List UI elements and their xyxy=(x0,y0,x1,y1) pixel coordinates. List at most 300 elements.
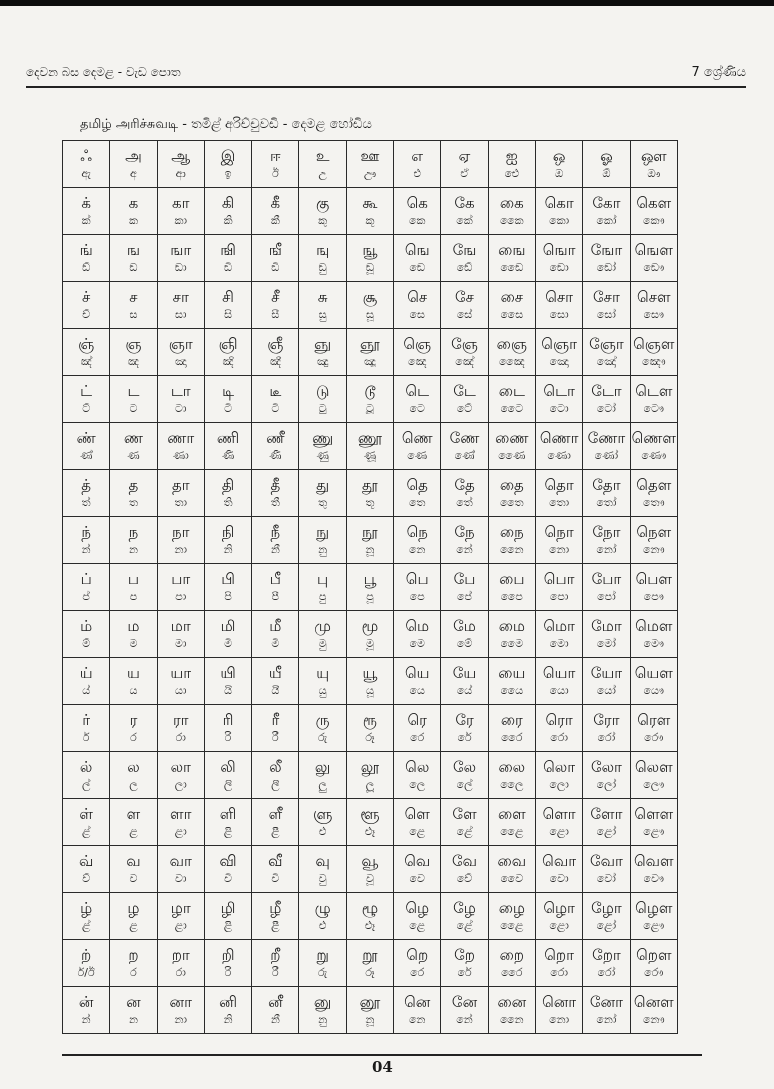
letter-cell xyxy=(299,846,346,893)
letter-cell xyxy=(441,423,488,470)
sinhala-transliteration: තො xyxy=(549,496,570,509)
tamil-letter: டை xyxy=(498,382,525,400)
letter-cell xyxy=(252,376,299,423)
table-row xyxy=(63,282,678,329)
letter-cell xyxy=(535,470,582,517)
tamil-letter: ஞோ xyxy=(589,335,624,353)
sinhala-transliteration: ඤ xyxy=(127,355,139,368)
letter-cell xyxy=(63,235,110,282)
letter-cell xyxy=(394,987,441,1034)
letter-cell xyxy=(204,376,251,423)
tamil-letter: நை xyxy=(499,523,524,541)
letter-cell xyxy=(110,188,157,235)
tamil-letter: ல் xyxy=(79,758,93,776)
tamil-letter: நீ xyxy=(270,523,281,541)
letter-cell xyxy=(488,517,535,564)
tamil-letter: ஞு xyxy=(314,335,332,353)
letter-cell xyxy=(488,658,535,705)
tamil-letter: றே xyxy=(454,946,475,964)
letter-cell xyxy=(488,799,535,846)
letter-cell xyxy=(535,705,582,752)
letter-cell xyxy=(441,611,488,658)
tamil-letter: போ xyxy=(591,570,622,588)
sinhala-transliteration: පො xyxy=(549,590,569,603)
sinhala-transliteration: ත් xyxy=(81,496,91,509)
letter-cell xyxy=(204,517,251,564)
letter-cell xyxy=(204,799,251,846)
tamil-letter: ணி xyxy=(216,429,240,447)
sinhala-transliteration: ණේ xyxy=(454,449,475,462)
letter-cell xyxy=(488,329,535,376)
sinhala-transliteration: ර xyxy=(130,731,137,744)
letter-cell xyxy=(488,470,535,517)
letter-cell xyxy=(157,564,204,611)
tamil-letter: னி xyxy=(219,993,238,1011)
letter-cell xyxy=(110,799,157,846)
tamil-letter: ஒ xyxy=(552,147,566,165)
sinhala-transliteration: රෙ xyxy=(410,731,425,744)
letter-cell xyxy=(299,799,346,846)
tamil-letter: ப் xyxy=(80,570,92,588)
tamil-letter: றோ xyxy=(592,946,621,964)
tamil-letter: றா xyxy=(171,946,190,964)
letter-cell xyxy=(535,188,582,235)
tamil-letter: ணெ xyxy=(401,429,433,447)
tamil-letter: சா xyxy=(172,288,189,306)
sinhala-transliteration: ළ් xyxy=(81,919,91,932)
sinhala-transliteration: කෙ xyxy=(409,214,426,227)
tamil-letter: பௌ xyxy=(635,570,672,588)
letter-cell xyxy=(204,893,251,940)
letter-cell xyxy=(252,188,299,235)
tamil-letter: பி xyxy=(221,570,235,588)
sinhala-transliteration: ළ xyxy=(129,825,138,838)
sinhala-transliteration: ළෞ xyxy=(643,825,665,838)
sinhala-transliteration: කෛ xyxy=(500,214,524,227)
sinhala-transliteration: ඞො xyxy=(549,261,569,274)
table-row xyxy=(63,141,678,188)
sinhala-transliteration: නෛ xyxy=(500,1013,524,1026)
sinhala-transliteration: ලෝ xyxy=(596,778,617,791)
tamil-letter: ழு xyxy=(314,899,331,917)
sinhala-transliteration: යෞ xyxy=(643,684,665,697)
letter-cell xyxy=(441,893,488,940)
letter-cell xyxy=(346,235,393,282)
letter-cell xyxy=(204,470,251,517)
sinhala-transliteration: මු xyxy=(318,637,327,650)
scan-edge xyxy=(0,0,774,6)
letter-cell xyxy=(441,564,488,611)
tamil-letter: ம xyxy=(127,617,140,635)
letter-cell xyxy=(535,564,582,611)
letter-cell xyxy=(535,329,582,376)
sinhala-transliteration: නා xyxy=(174,1013,188,1026)
sinhala-transliteration: ළේ xyxy=(456,919,473,932)
tamil-letter: னீ xyxy=(268,993,283,1011)
tamil-letter: மொ xyxy=(543,617,575,635)
tamil-letter: பு xyxy=(317,570,329,588)
tamil-letter: ர xyxy=(129,711,138,729)
sinhala-transliteration: ලේ xyxy=(456,778,473,791)
tamil-letter: ற் xyxy=(81,946,92,964)
letter-cell xyxy=(252,423,299,470)
letter-cell xyxy=(252,799,299,846)
tamil-letter: சி xyxy=(222,288,234,306)
letter-cell xyxy=(488,752,535,799)
tamil-letter: மி xyxy=(220,617,236,635)
sinhala-transliteration: වෙ xyxy=(409,872,425,885)
tamil-letter: ணொ xyxy=(539,429,579,447)
sinhala-transliteration: ඤ් xyxy=(80,355,92,368)
letter-cell xyxy=(252,235,299,282)
sinhala-transliteration: නෝ xyxy=(596,1013,617,1026)
sinhala-transliteration: ක් xyxy=(81,214,91,227)
tamil-letter: ழ் xyxy=(80,899,93,917)
sinhala-transliteration: ව් xyxy=(82,872,91,885)
sinhala-transliteration: නූ xyxy=(365,1013,375,1026)
tamil-letter: ண xyxy=(123,429,143,447)
sinhala-transliteration: පි xyxy=(224,590,232,603)
letter-cell xyxy=(630,517,677,564)
sinhala-transliteration: නො xyxy=(549,543,570,556)
tamil-letter: லு xyxy=(314,758,331,776)
tamil-letter: ஙி xyxy=(220,241,236,259)
sinhala-transliteration: ටී xyxy=(271,402,280,415)
sinhala-transliteration: නෞ xyxy=(643,1013,665,1026)
sinhala-transliteration: රේ xyxy=(457,731,472,744)
tamil-letter: பே xyxy=(453,570,476,588)
tamil-letter: டி xyxy=(222,382,235,400)
sinhala-transliteration: ඞෛ xyxy=(500,261,524,274)
letter-cell xyxy=(63,470,110,517)
tamil-letter: நா xyxy=(172,523,190,541)
sinhala-transliteration: ටෝ xyxy=(596,402,616,415)
letter-cell xyxy=(299,940,346,987)
tamil-letter: ஙெ xyxy=(404,241,430,259)
letter-cell xyxy=(299,282,346,329)
letter-cell xyxy=(204,705,251,752)
sinhala-transliteration: ටේ xyxy=(456,402,473,415)
letter-cell xyxy=(299,423,346,470)
sinhala-transliteration: න xyxy=(128,543,138,556)
letter-cell xyxy=(394,423,441,470)
letter-cell xyxy=(535,376,582,423)
book-title: දෙවන බස දෙමළ - වැඩ පොත xyxy=(26,65,181,79)
letter-cell xyxy=(630,470,677,517)
sinhala-transliteration: යා xyxy=(174,684,187,697)
sinhala-transliteration: මූ xyxy=(365,637,374,650)
letter-cell xyxy=(299,658,346,705)
sinhala-transliteration: නි xyxy=(223,1013,233,1026)
letter-cell xyxy=(441,940,488,987)
tamil-letter: ன் xyxy=(78,993,94,1011)
sinhala-transliteration: යෝ xyxy=(596,684,616,697)
tamil-letter: ண் xyxy=(76,429,96,447)
sinhala-transliteration: වො xyxy=(549,872,569,885)
letter-cell xyxy=(583,376,630,423)
sinhala-transliteration: රෞ xyxy=(644,966,664,979)
letter-cell xyxy=(110,329,157,376)
sinhala-transliteration: රි xyxy=(224,731,232,744)
letter-cell xyxy=(394,141,441,188)
letter-cell xyxy=(110,705,157,752)
letter-cell xyxy=(630,188,677,235)
sinhala-transliteration: ළේ xyxy=(456,825,473,838)
letter-cell xyxy=(157,188,204,235)
sinhala-transliteration: ප් xyxy=(82,590,90,603)
letter-cell xyxy=(63,376,110,423)
tamil-letter: டு xyxy=(315,382,330,400)
table-row xyxy=(63,752,678,799)
sinhala-transliteration: කෞ xyxy=(643,214,665,227)
tamil-letter: மோ xyxy=(591,617,622,635)
tamil-letter: வௌ xyxy=(633,852,674,870)
tamil-letter: தெ xyxy=(406,476,428,494)
sinhala-transliteration: ළා xyxy=(174,825,187,838)
letter-cell xyxy=(157,141,204,188)
letter-cell xyxy=(630,282,677,329)
sinhala-transliteration: ල xyxy=(129,778,138,791)
tamil-letter: கு xyxy=(316,194,330,212)
tamil-letter: ளூ xyxy=(360,805,380,823)
tamil-letter: ணு xyxy=(312,429,334,447)
sinhala-transliteration: නෙ xyxy=(409,1013,426,1026)
letter-cell xyxy=(346,423,393,470)
letter-cell xyxy=(488,705,535,752)
letter-cell xyxy=(204,235,251,282)
sinhala-transliteration: ළ් xyxy=(81,825,91,838)
letter-cell xyxy=(346,799,393,846)
tamil-letter: வீ xyxy=(268,852,283,870)
sinhala-transliteration: ඤි xyxy=(222,355,234,368)
letter-cell xyxy=(583,517,630,564)
sinhala-transliteration: තෞ xyxy=(643,496,665,509)
letter-cell xyxy=(204,282,251,329)
letter-cell xyxy=(299,188,346,235)
sinhala-transliteration: නු xyxy=(318,543,328,556)
tamil-letter: லே xyxy=(452,758,477,776)
tamil-letter: டொ xyxy=(543,382,575,400)
tamil-letter: மெ xyxy=(405,617,430,635)
sinhala-transliteration: යු xyxy=(318,684,327,697)
sinhala-transliteration: වෞ xyxy=(643,872,665,885)
tamil-letter: நோ xyxy=(592,523,621,541)
sinhala-transliteration: අ xyxy=(130,167,137,180)
sinhala-transliteration: කා xyxy=(174,214,188,227)
sinhala-transliteration: සෞ xyxy=(643,308,665,321)
tamil-letter: யோ xyxy=(590,664,623,682)
letter-cell xyxy=(157,282,204,329)
sinhala-transliteration: ළෙ xyxy=(409,919,426,932)
tamil-letter: ஞே xyxy=(451,335,478,353)
letter-cell xyxy=(299,611,346,658)
sinhala-transliteration: වෛ xyxy=(500,872,524,885)
tamil-letter: ஞ xyxy=(125,335,142,353)
table-row xyxy=(63,893,678,940)
tamil-letter: இ xyxy=(220,147,236,165)
sinhala-transliteration: ණෛ xyxy=(498,449,526,462)
table-row xyxy=(63,611,678,658)
sinhala-transliteration: ම xyxy=(129,637,138,650)
tamil-letter: ரா xyxy=(172,711,189,729)
letter-cell xyxy=(157,705,204,752)
sinhala-transliteration: ර්/ඊ xyxy=(77,966,95,979)
sinhala-transliteration: රෝ xyxy=(597,731,616,744)
letter-cell xyxy=(252,705,299,752)
sinhala-transliteration: පී xyxy=(271,590,280,603)
tamil-letter: க xyxy=(128,194,139,212)
tamil-letter: எ xyxy=(411,147,424,165)
sinhala-transliteration: ණෞ xyxy=(641,449,667,462)
letter-cell xyxy=(299,564,346,611)
letter-cell xyxy=(583,329,630,376)
tamil-letter: த் xyxy=(81,476,92,494)
sinhala-transliteration: තා xyxy=(174,496,188,509)
grade-label: 7 ශ්‍රේණිය xyxy=(691,65,746,80)
sinhala-transliteration: රෝ xyxy=(597,966,616,979)
tamil-letter: ணூ xyxy=(357,429,382,447)
sinhala-transliteration: ළෝ xyxy=(596,825,617,838)
sinhala-transliteration: ලෞ xyxy=(643,778,665,791)
letter-cell xyxy=(204,564,251,611)
tamil-letter: ளோ xyxy=(590,805,623,823)
letter-cell xyxy=(63,188,110,235)
tamil-letter: கை xyxy=(499,194,524,212)
letter-cell xyxy=(110,423,157,470)
tamil-letter: ளே xyxy=(452,805,477,823)
letter-cell xyxy=(583,846,630,893)
letter-cell xyxy=(583,940,630,987)
tamil-letter: ரை xyxy=(500,711,523,729)
letter-cell xyxy=(394,329,441,376)
letter-cell xyxy=(346,329,393,376)
tamil-letter: றெ xyxy=(406,946,429,964)
letter-cell xyxy=(535,517,582,564)
letter-cell xyxy=(630,893,677,940)
sinhala-transliteration: ළා xyxy=(174,919,187,932)
sinhala-transliteration: යෛ xyxy=(500,684,524,697)
letter-cell xyxy=(535,141,582,188)
letter-cell xyxy=(63,799,110,846)
letter-cell xyxy=(110,564,157,611)
letter-cell xyxy=(63,752,110,799)
tamil-letter: தௌ xyxy=(636,476,672,494)
letter-cell xyxy=(346,940,393,987)
tamil-letter: வோ xyxy=(589,852,623,870)
sinhala-transliteration: ණු xyxy=(316,449,329,462)
sinhala-transliteration: න් xyxy=(81,1013,91,1026)
tamil-letter: ஃ xyxy=(80,147,93,165)
sinhala-transliteration: තී xyxy=(270,496,280,509)
sinhala-transliteration: මි xyxy=(224,637,232,650)
tamil-letter: வ xyxy=(126,852,141,870)
sinhala-transliteration: නෛ xyxy=(500,543,524,556)
sinhala-transliteration: ති xyxy=(223,496,233,509)
tamil-letter: ஓ xyxy=(600,147,613,165)
sinhala-transliteration: එ xyxy=(413,167,421,180)
tamil-letter: பூ xyxy=(363,570,377,588)
sinhala-transliteration: ක xyxy=(128,214,138,227)
tamil-letter: ஞீ xyxy=(267,335,284,353)
tamil-letter: மூ xyxy=(361,617,379,635)
tamil-letter: லை xyxy=(498,758,526,776)
tamil-letter: மை xyxy=(498,617,525,635)
sinhala-transliteration: ලූ xyxy=(365,778,375,791)
tamil-letter: டீ xyxy=(269,382,282,400)
tamil-letter: யீ xyxy=(268,664,282,682)
tamil-letter: ளி xyxy=(219,805,237,823)
sinhala-transliteration: ලෛ xyxy=(500,778,524,791)
letter-cell xyxy=(441,752,488,799)
letter-cell xyxy=(157,987,204,1034)
sinhala-transliteration: ළෙ xyxy=(409,825,426,838)
sinhala-transliteration: යූ xyxy=(365,684,374,697)
letter-cell xyxy=(110,141,157,188)
tamil-letter: கொ xyxy=(544,194,574,212)
tamil-letter: ஙே xyxy=(452,241,477,259)
letter-cell xyxy=(535,799,582,846)
tamil-letter: ளீ xyxy=(268,805,283,823)
letter-cell xyxy=(157,940,204,987)
letter-cell xyxy=(630,611,677,658)
letter-cell xyxy=(346,987,393,1034)
sinhala-transliteration: ඉ xyxy=(224,167,232,180)
tamil-letter: றி xyxy=(221,946,235,964)
letter-cell xyxy=(394,282,441,329)
tamil-letter: ளௌ xyxy=(634,805,674,823)
sinhala-transliteration: ටූ xyxy=(365,402,374,415)
tamil-letter: ட் xyxy=(80,382,93,400)
sinhala-transliteration: ස xyxy=(129,308,138,321)
sinhala-transliteration: වෝ xyxy=(596,872,616,885)
letter-cell xyxy=(252,752,299,799)
letter-cell xyxy=(252,611,299,658)
tamil-letter: லீ xyxy=(269,758,282,776)
letter-cell xyxy=(346,282,393,329)
sinhala-transliteration: ඞ් xyxy=(82,261,91,274)
sinhala-transliteration: නො xyxy=(549,1013,570,1026)
letter-cell xyxy=(346,846,393,893)
tamil-letter: ங xyxy=(126,241,141,259)
sinhala-transliteration: රු xyxy=(318,731,328,744)
sinhala-transliteration: සු xyxy=(318,308,327,321)
sinhala-transliteration: ණා xyxy=(172,449,189,462)
sinhala-transliteration: ල් xyxy=(81,778,91,791)
letter-cell xyxy=(299,141,346,188)
tamil-letter: வெ xyxy=(404,852,431,870)
letter-cell xyxy=(299,705,346,752)
sinhala-transliteration: ඞූ xyxy=(365,261,374,274)
sinhala-transliteration: ළී xyxy=(271,919,280,932)
sinhala-transliteration: ඇ xyxy=(81,167,91,180)
tamil-letter: னு xyxy=(313,993,332,1011)
tamil-letter: லெ xyxy=(405,758,430,776)
tamil-letter: னூ xyxy=(359,993,381,1011)
letter-cell xyxy=(252,893,299,940)
tamil-letter: லூ xyxy=(360,758,380,776)
letter-cell xyxy=(63,987,110,1034)
tamil-letter: ஈ xyxy=(270,147,281,165)
letter-cell xyxy=(535,282,582,329)
sinhala-transliteration: ඤා xyxy=(174,355,187,368)
tamil-letter: யே xyxy=(452,664,477,682)
tamil-letter: த xyxy=(128,476,139,494)
sinhala-transliteration: ඞේ xyxy=(456,261,473,274)
letter-cell xyxy=(394,611,441,658)
letter-cell xyxy=(630,423,677,470)
sinhala-transliteration: ණො xyxy=(547,449,571,462)
sinhala-transliteration: ඞි xyxy=(223,261,233,274)
